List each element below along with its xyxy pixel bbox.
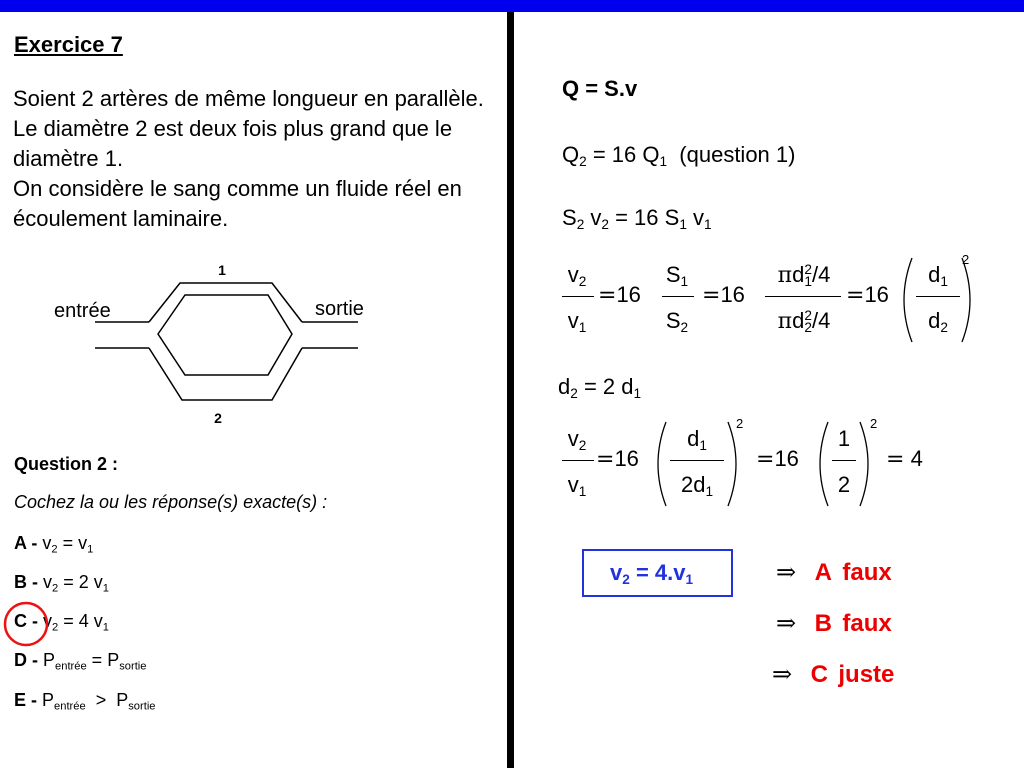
artery-2-label: 2 xyxy=(214,410,222,426)
option-b[interactable]: $B - v_2 = 2$ $v_1$ xyxy=(14,572,109,595)
velocity-ratio-equation: $v_2$ $v_1$ =16 $S_1$ $S_2$ =16 $\pi d^2_1/4$ $\pi d^2_2/4$ =16 $d_1$ $d_2$ 2 xyxy=(560,252,1000,347)
statement-line-1: Soient 2 artères de même longueur en parallèle. Le diamètre 2 est deux fois plus grand que le diamètre 1. xyxy=(13,86,484,171)
option-a[interactable]: $A - v_2 = v_1$ xyxy=(14,533,94,556)
exercise-title: Exercice 7 xyxy=(14,32,123,57)
question-instruction: Cochez la ou les réponse(s) exacte(s) : xyxy=(14,492,328,512)
option-e[interactable]: $E - P_{entrée} > P_{sortie}$ xyxy=(14,690,156,713)
verdict-a: ⇒ A faux xyxy=(776,558,892,586)
outlet-label: sortie xyxy=(315,298,364,320)
selected-answer-circle xyxy=(2,600,52,650)
diameter-relation: $d_2 = 2$ $d_1$ xyxy=(558,374,642,402)
statement-line-2: On considère le sang comme un fluide réel en écoulement laminaire. xyxy=(13,176,462,231)
option-letter: B - xyxy=(14,572,38,592)
option-letter: E - xyxy=(14,690,38,710)
implies-arrow: ⇒ xyxy=(776,609,797,637)
top-color-bar xyxy=(0,0,1024,12)
verdict-c: ⇒ C juste xyxy=(772,660,895,688)
exercise-statement xyxy=(13,84,503,234)
column-divider xyxy=(507,12,514,768)
implies-arrow: ⇒ xyxy=(772,660,793,688)
artery-inner-wall xyxy=(158,295,292,375)
option-c[interactable]: $C - v_2 = 4$ $v_1$ xyxy=(14,611,109,634)
question-title: Question 2 : xyxy=(14,454,119,474)
equation-q2-q1: $Q_2 = 16$ $Q_1$ (question 1) xyxy=(562,142,796,170)
option-letter: A - xyxy=(14,533,38,553)
result-box: $v_2 = 4.v_1$ xyxy=(582,549,733,597)
artery-1-label: 1 xyxy=(218,262,226,278)
artery-1-outer xyxy=(149,283,302,322)
flow-formula: Q = S.v xyxy=(562,76,638,101)
equation-s2v2: $S_2$ $v_2 = 16$ $S_1$ $v_1$ xyxy=(562,205,712,233)
option-letter: D - xyxy=(14,650,38,670)
inlet-label: entrée xyxy=(54,300,111,322)
option-letter: C - xyxy=(14,611,38,631)
velocity-ratio-result-equation: $v_2$ $v_1$ =16 $d_1$ $2d_1$ 2 =16 1 2 2 = 4 xyxy=(560,416,960,511)
artery-diagram xyxy=(40,255,380,430)
option-d[interactable]: $D - P_{entrée} = P_{sortie}$ xyxy=(14,650,147,673)
verdict-b: ⇒ B faux xyxy=(776,609,892,637)
implies-arrow: ⇒ xyxy=(776,558,797,586)
